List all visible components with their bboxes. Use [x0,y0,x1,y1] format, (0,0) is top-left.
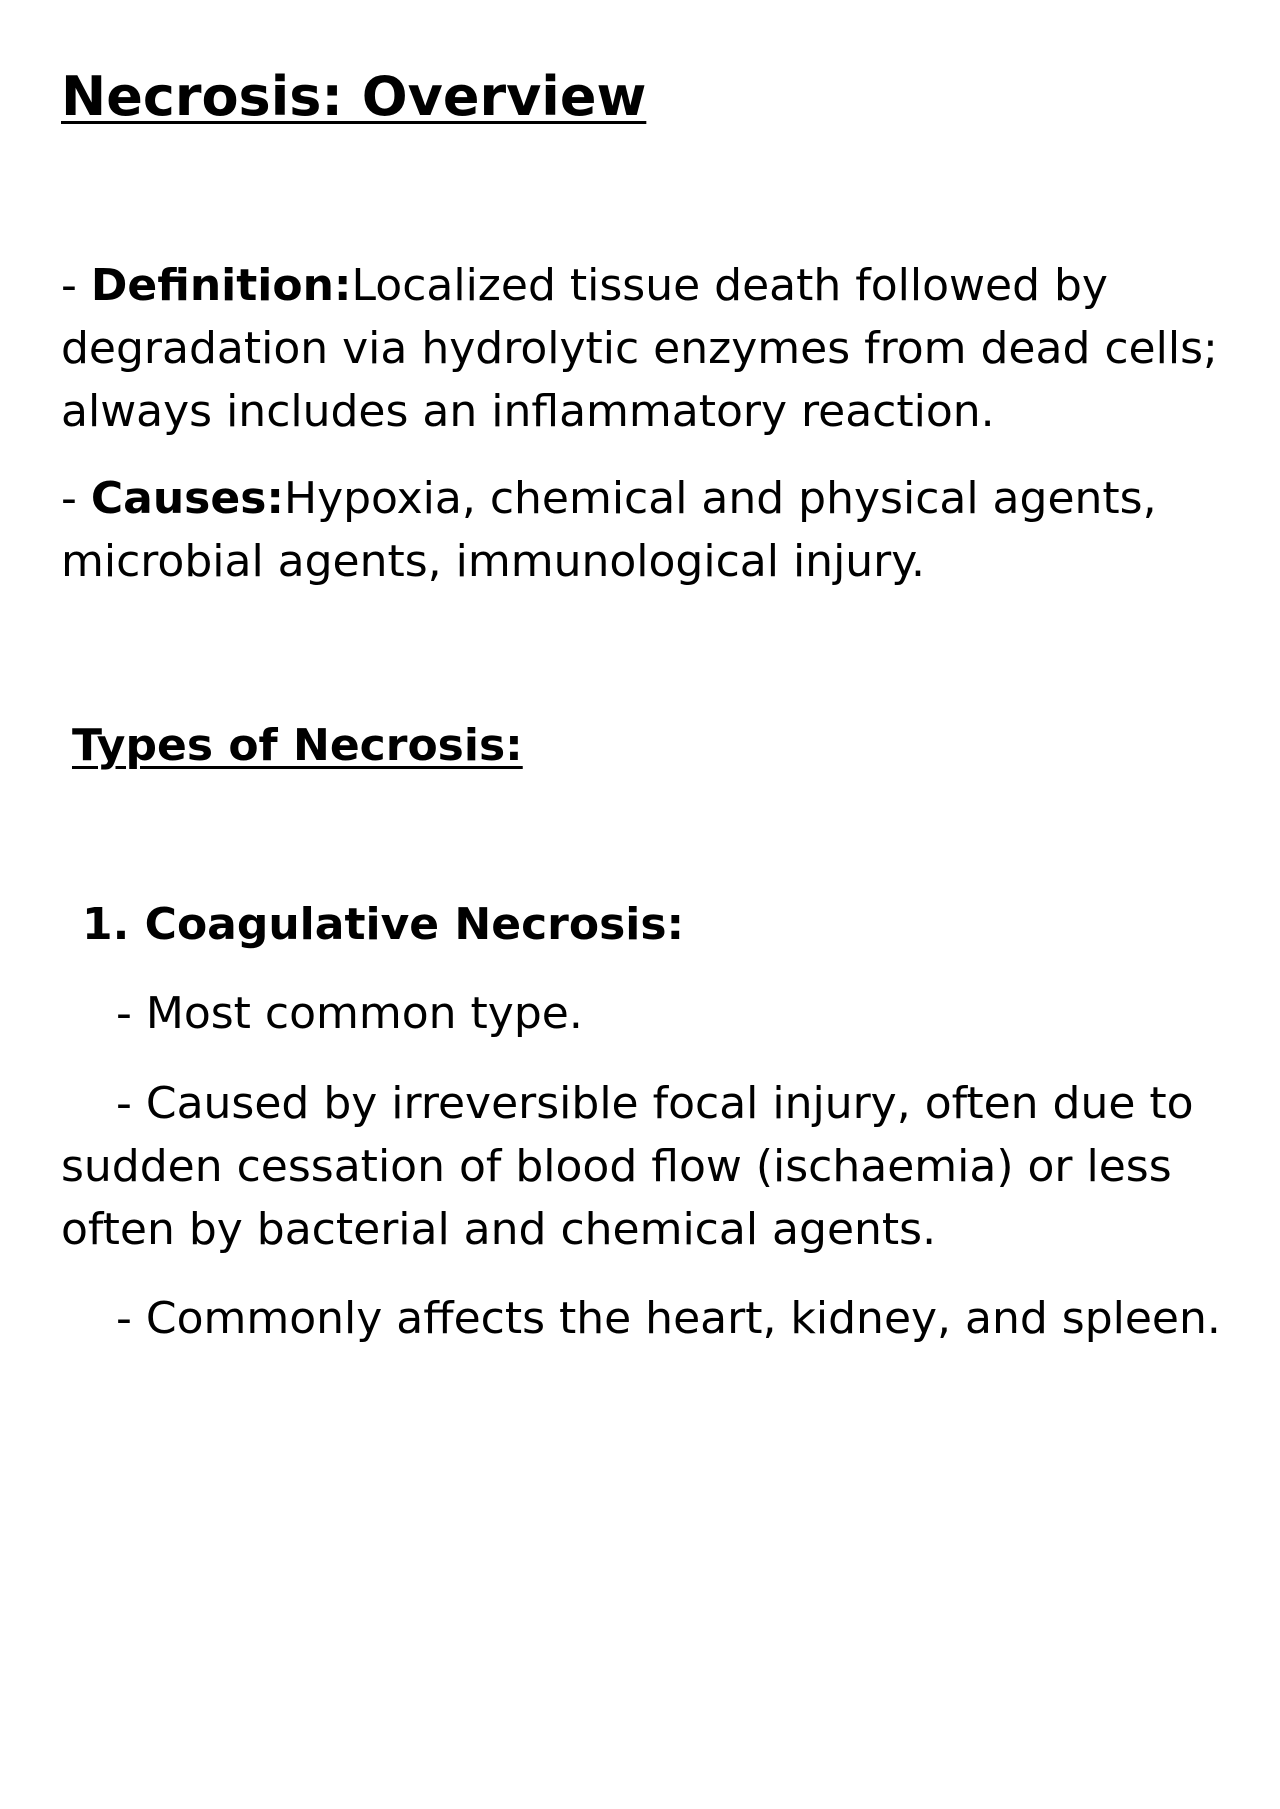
bullet-point: - Commonly affects the heart, kidney, and spleen. [116,1293,1221,1344]
page-title: Necrosis: Overview [61,65,647,128]
definition-text: Localized tissue death followed by degradation via hydrolytic enzymes from dead cells; always includes an inflammatory reaction. [61,260,1218,437]
bullet-point: - Most common type. [116,988,583,1039]
definition-prefix: - [61,260,91,311]
causes-prefix: - [61,473,91,524]
definition-paragraph [61,254,1231,443]
causes-label: Causes: [90,473,284,524]
bullet-point: - Caused by irreversible focal injury, often due to sudden cessation of blood flow (ischaemia) or less often by bacterial and chemical agents. [61,1078,1194,1255]
types-heading: Types of Necrosis: [72,720,523,771]
coagulative-necrosis-heading: 1. Coagulative Necrosis: [82,899,685,950]
definition-label: Definition: [90,260,352,311]
causes-text: Hypoxia, chemical and physical agents, microbial agents, immunological injury. [61,473,1157,587]
causes-paragraph [61,467,1231,593]
